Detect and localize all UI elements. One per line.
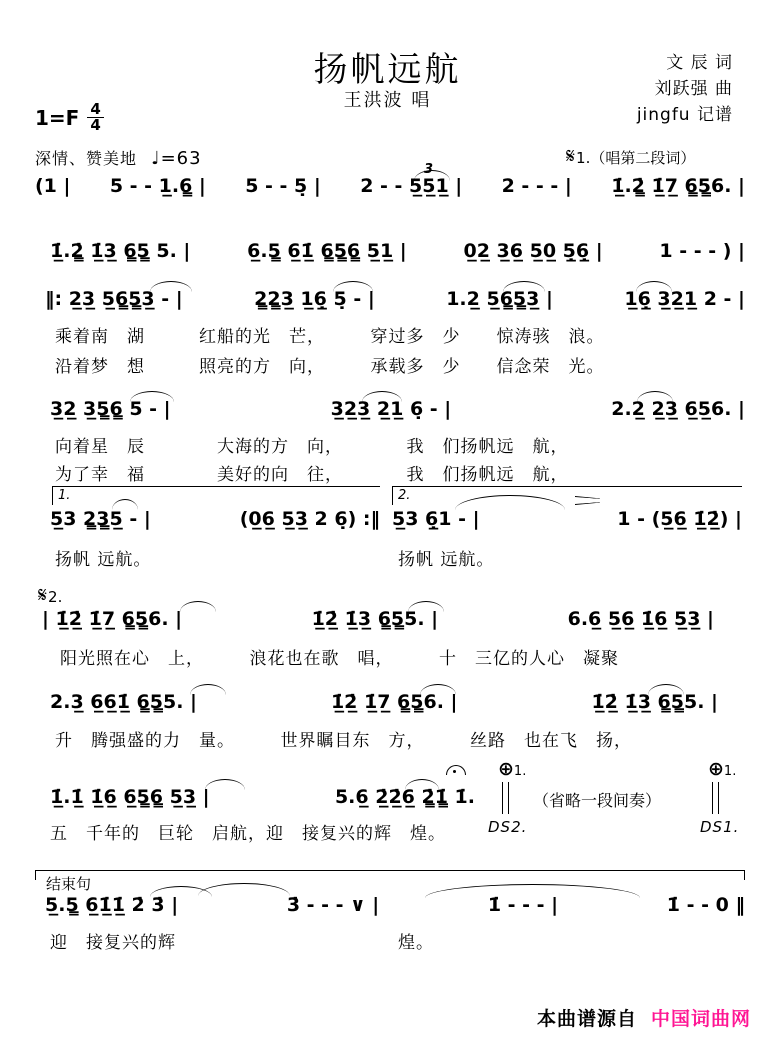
lyrics-line: 煌。 (398, 933, 434, 953)
segno-icon: 𝄋 (38, 583, 48, 607)
measure: 1̲̇.1̲̇ 1̲̇6̲ 6̲5̳6̳ 5̲3̲ | (50, 786, 210, 808)
measure: 2̳2̳3̲ 1̲6̣̲ 5̣ - | (254, 288, 375, 310)
measure: (0̲6̲ 5̲3̲ 2 6̣) :‖ (239, 508, 380, 530)
measure: 2.2̲ 2̲3̲ 6̲5̲6. | (611, 398, 745, 420)
triplet-label: 3 (424, 162, 434, 177)
measure: 5̲3 2̳3̳5̲ - | (50, 508, 151, 530)
measure: 1̇ - - 0 ‖ (666, 894, 745, 916)
music-line-4 (50, 398, 745, 420)
volta-2-bracket (392, 486, 742, 505)
measure: 6.6̲ 5̲6̲ 1̲̇6̲ 5̲3̲ | (567, 608, 714, 630)
dal-segno-1-label: DS1. (700, 818, 740, 836)
measure: 2 - - 5̲5̲1̲ | (360, 175, 463, 197)
measure: 3̲2̲ 3̲5̳6̳ 5 - | (50, 398, 171, 420)
measure: 1̇ - - - | (487, 894, 559, 916)
music-line-1 (35, 175, 745, 197)
lyrics-verse2: 为了幸 福 美好的向 往， 我 们扬帆远 航， (55, 465, 569, 485)
measure: 2.3̲ 6̲6̲1̲̇ 6̳5̳5. | (50, 691, 197, 713)
measure: 5 - - 5̣ | (245, 175, 321, 197)
measure: 0̲2̲ 3̲6̲ 5̲0̲ 5̣̲6̣̲ | (463, 240, 603, 262)
measure: 1̲̇.2̳̇ 1̲̇7̲ 6̳5̳6. | (611, 175, 745, 197)
credits-block (637, 50, 733, 128)
lyrics-ending1: 扬帆 远航。 (55, 550, 152, 570)
measure: 5̲3 6̣̲1 - | (392, 508, 480, 530)
measure: 1 - (5̲6̲ 1̲̇2̲̇) | (617, 508, 742, 530)
measure: 3̇ - - - ∨ | (286, 894, 380, 916)
segno-marker-2 (38, 583, 62, 608)
segno-marker-1 (566, 144, 695, 169)
measure: 1̲6̣̲ 3̲2̲1̲ 2 - | (624, 288, 745, 310)
music-line-2 (50, 240, 745, 262)
measure: 1 - - - ) | (659, 240, 745, 262)
key-signature (35, 102, 104, 133)
measure: 1̲̇2̲̇ 1̲̇3̲ 6̳5̳5. | (311, 608, 439, 630)
measure: | 1̲̇2̲̇ 1̲̇7̲ 6̳5̳6. | (42, 608, 183, 630)
coda-icon: ⊕1. (708, 758, 737, 780)
measure: 6̲.5̳ 6̲1̲̇ 6̳5̳6̳ 5̲1̲ | (247, 240, 407, 262)
time-signature-bottom: 4 (90, 116, 101, 134)
fermata-icon (446, 765, 466, 775)
measure: 5 - - 1̲.6̳ | (109, 175, 206, 197)
singer-credit: 王洪波 唱 (343, 90, 432, 111)
segno-1-note: （唱第二段词） (590, 149, 696, 167)
lyrics-line: 阳光照在心 上， 浪花也在歌 唱， 十 三亿的人心 凝聚 (60, 649, 619, 669)
coda-number: 1. (513, 764, 527, 779)
source-attribution (537, 1004, 751, 1031)
interlude-note: （省略一段间奏） (533, 791, 662, 810)
segno-1-number: 1. (576, 149, 591, 167)
lyrics-verse1: 向着星 辰 大海的方 向， 我 们扬帆远 航， (55, 437, 569, 457)
quarter-note-tempo: ♩=63 (151, 148, 202, 169)
tempo-marking (35, 146, 202, 169)
music-line-5-ending1 (50, 508, 380, 530)
time-signature (87, 102, 103, 133)
composer-credit: 刘跃强 曲 (654, 79, 733, 99)
measure: 5.6̲ 2̲̇2̲̇6̲ 2̳̇1̳̇ 1̇. (334, 786, 475, 808)
measure: 1.2̲ 5̲6̳5̳3̲ | (446, 288, 553, 310)
measure: 5̲.5̳ 6̲1̲̇1̲̇ 2̇ 3̇ | (45, 894, 179, 916)
volta-1-bracket (52, 486, 380, 505)
volta-2-label: 2. (398, 488, 411, 503)
ending-phrase-label: 结束句 (43, 873, 94, 894)
expression-text: 深情、赞美地 (35, 149, 138, 168)
measure: (1 | (35, 175, 71, 197)
measure: 2 - - - | (501, 175, 572, 197)
music-line-7 (50, 691, 718, 713)
music-line-3 (45, 288, 745, 310)
music-line-6 (42, 608, 714, 630)
lyricist-credit: 文 辰 词 (666, 53, 733, 73)
source-prefix: 本曲谱源自 (536, 1008, 637, 1030)
music-line-8 (50, 786, 475, 808)
lyrics-line: 迎 接复兴的辉 (50, 933, 176, 953)
coda-icon: ⊕1. (498, 758, 527, 780)
lyrics-verse1: 乘着南 湖 红船的光 芒， 穿过多 少 惊涛骇 浪。 (55, 327, 605, 347)
volta-1-label: 1. (58, 488, 71, 503)
coda-number: 1. (723, 764, 737, 779)
key-label: 1=F (35, 105, 80, 130)
song-title: 扬帆远航 (313, 50, 462, 90)
lyrics-line: 升 腾强盛的力 量。 世界瞩目东 方， 丝路 也在飞 扬， (55, 731, 632, 751)
segno-2-number: 2. (48, 588, 63, 606)
music-line-9 (45, 894, 745, 916)
time-signature-top: 4 (87, 102, 103, 118)
double-barline (502, 782, 509, 814)
source-site-name: 中国词曲网 (650, 1008, 751, 1030)
measure: ‖: 2̲3̲ 5̲6̳5̳3̲ - | (45, 288, 183, 310)
lyrics-ending2: 扬帆 远航。 (398, 550, 495, 570)
measure: 1̲̇2̲̇ 1̲̇3̲ 6̳5̳5. | (591, 691, 718, 713)
lyrics-verse2: 沿着梦 想 照亮的方 向， 承载多 少 信念荣 光。 (55, 357, 605, 377)
coda-section-bracket (35, 870, 745, 880)
music-line-5-ending2 (392, 508, 742, 530)
transcriber-credit: jingfu 记谱 (636, 105, 733, 125)
dal-segno-2-label: DS2. (488, 818, 528, 836)
measure: 3̲2̲3̲ 2̲1̲ 6̣ - | (330, 398, 452, 420)
measure: 1̲̇.2̳̇ 1̲̇3̲ 6̳5̳ 5. | (50, 240, 191, 262)
double-barline (712, 782, 719, 814)
segno-icon: 𝄋 (566, 144, 576, 168)
measure: 1̲̇2̲̇ 1̲̇7̲ 6̳5̳6. | (330, 691, 458, 713)
lyrics-line: 五 千年的 巨轮 启航，迎 接复兴的辉 煌。 (50, 824, 446, 844)
